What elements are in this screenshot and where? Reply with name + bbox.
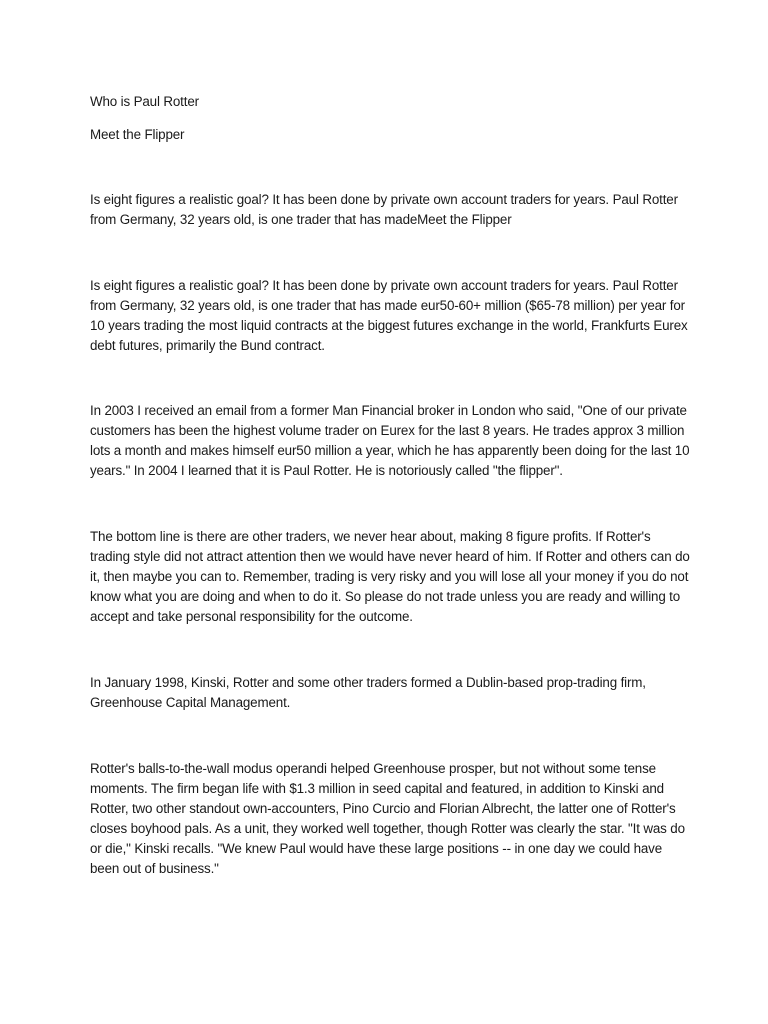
paragraph-1: Is eight figures a realistic goal? It has been done by private own account traders for years. Paul Rotter from Germany, 32 years old, is one trader that has madeMeet the Flipper [90, 192, 678, 227]
paragraph-6: Rotter's balls-to-the-wall modus operandi helped Greenhouse prosper, but not without some tense moments. The firm began life with $1.3 million in seed capital and featured, in addition to Kinski and Rotter, two other standout own-accounters, Pino Curcio and Florian Albrecht, the latter one of Rotter's closes boyhood pals. As a unit, they worked well together, though Rotter was clearly the star. "It was do or die," Kinski recalls. "We knew Paul would have these large positions -- in one day we could have been out of business." [90, 761, 685, 876]
paragraph-4: The bottom line is there are other traders, we never hear about, making 8 figure profits. If Rotter's trading style did not attract attention then we would have never heard of him. If Rotter and others can do it, then maybe you can to. Remember, trading is very risky and you will lose all your money if you do not know what you are doing and when to do it. So please do not trade unless you are ready and willing to accept and take personal responsibility for the outcome. [90, 529, 690, 624]
paragraph-3: In 2003 I received an email from a former Man Financial broker in London who said, "One of our private customers has been the highest volume trader on Eurex for the last 8 years. He trades approx 3 million lots a month and makes himself eur50 million a year, which he has apparently been doing for the last 10 years." In 2004 I learned that it is Paul Rotter. He is notoriously called "the flipper". [90, 403, 690, 478]
document-title: Who is Paul Rotter [90, 94, 199, 109]
paragraph-5: In January 1998, Kinski, Rotter and some other traders formed a Dublin-based prop-trading firm, Greenhouse Capital Management. [90, 675, 646, 710]
paragraph-2: Is eight figures a realistic goal? It has been done by private own account traders for years. Paul Rotter from Germany, 32 years old, is one trader that has made eur50-60+ million ($65-78 million) per year for 10 years trading the most liquid contracts at the biggest futures exchange in the world, Frankfurts Eurex debt futures, primarily the Bund contract. [90, 278, 688, 353]
document-subtitle: Meet the Flipper [90, 127, 185, 142]
